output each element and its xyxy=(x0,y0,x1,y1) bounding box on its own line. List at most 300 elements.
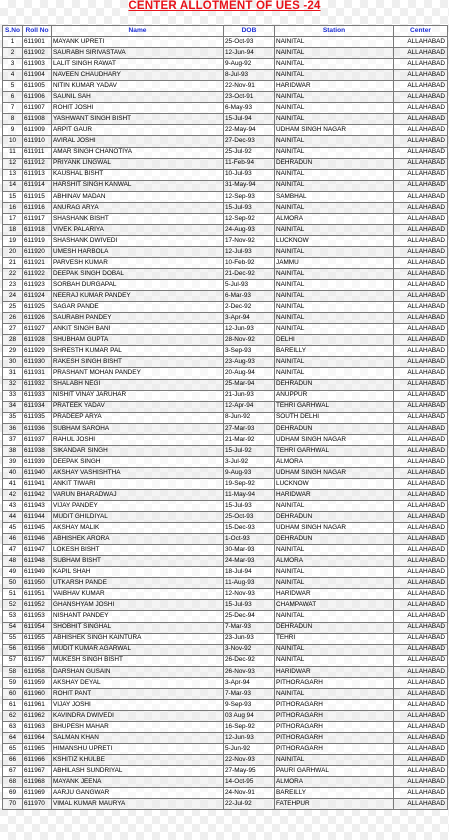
cell-sno: 8 xyxy=(3,114,23,125)
cell-dob: 25-Dec-94 xyxy=(224,611,275,622)
cell-sno: 67 xyxy=(3,766,23,777)
cell-dob: 15-Jul-93 xyxy=(224,202,275,213)
table-row xyxy=(3,335,448,346)
cell-dob: 31-May-94 xyxy=(224,180,275,191)
cell-station: UDHAM SINGH NAGAR xyxy=(275,523,394,534)
cell-name: LOKESH BISHT xyxy=(52,545,224,556)
table-row xyxy=(3,567,448,578)
cell-name: SUBHAM SAROHA xyxy=(52,423,224,434)
cell-roll-no: 611933 xyxy=(23,390,52,401)
cell-dob: 15-Jul-93 xyxy=(224,600,275,611)
cell-name: ANKIT SINGH BANI xyxy=(52,324,224,335)
cell-roll-no: 611964 xyxy=(23,733,52,744)
cell-dob: 24-Mar-93 xyxy=(224,556,275,567)
cell-roll-no: 611906 xyxy=(23,92,52,103)
cell-name: UTKARSH PANDE xyxy=(52,578,224,589)
cell-center: ALLAHABAD xyxy=(394,302,448,313)
cell-station: TEHRI GARHWAL xyxy=(275,445,394,456)
cell-name: RAKESH SINGH BISHT xyxy=(52,357,224,368)
cell-dob: 12-Jun-93 xyxy=(224,324,275,335)
cell-name: ROHIT PANT xyxy=(52,688,224,699)
cell-station: BAREILLY xyxy=(275,788,394,799)
cell-station: HARIDWAR xyxy=(275,81,394,92)
cell-name: DEEPAK SINGH DOBAL xyxy=(52,269,224,280)
cell-dob: 17-Nov-92 xyxy=(224,235,275,246)
cell-center: ALLAHABAD xyxy=(394,545,448,556)
cell-name: DEEPAK SINGH xyxy=(52,456,224,467)
cell-dob: 25-Oct-93 xyxy=(224,512,275,523)
cell-station: NAINITAL xyxy=(275,136,394,147)
cell-roll-no: 611955 xyxy=(23,633,52,644)
cell-sno: 15 xyxy=(3,191,23,202)
cell-center: ALLAHABAD xyxy=(394,556,448,567)
table-row xyxy=(3,710,448,721)
cell-station: UDHAM SINGH NAGAR xyxy=(275,125,394,136)
cell-station: ALMORA xyxy=(275,777,394,788)
cell-station: UDHAM SINGH NAGAR xyxy=(275,434,394,445)
cell-sno: 27 xyxy=(3,324,23,335)
cell-sno: 41 xyxy=(3,478,23,489)
cell-sno: 33 xyxy=(3,390,23,401)
cell-roll-no: 611945 xyxy=(23,523,52,534)
cell-station: NAINITAL xyxy=(275,688,394,699)
cell-dob: 6-May-93 xyxy=(224,103,275,114)
cell-center: ALLAHABAD xyxy=(394,37,448,48)
cell-name: AVIRAL JOSHI xyxy=(52,136,224,147)
cell-station: NAINITAL xyxy=(275,545,394,556)
cell-dob: 22-Nov-91 xyxy=(224,81,275,92)
table-row xyxy=(3,346,448,357)
cell-name: AKSHAY MALIK xyxy=(52,523,224,534)
cell-sno: 25 xyxy=(3,302,23,313)
cell-station: SOUTH DELHI xyxy=(275,412,394,423)
cell-sno: 14 xyxy=(3,180,23,191)
cell-center: ALLAHABAD xyxy=(394,169,448,180)
cell-dob: 25-Oct-93 xyxy=(224,37,275,48)
table-row xyxy=(3,545,448,556)
cell-name: VIJAY PANDEY xyxy=(52,501,224,512)
cell-name: SIKANDAR SINGH xyxy=(52,445,224,456)
cell-name: YASHWANT SINGH BISHT xyxy=(52,114,224,125)
cell-station: DELHI xyxy=(275,335,394,346)
cell-dob: 3-Apr-94 xyxy=(224,313,275,324)
cell-roll-no: 611960 xyxy=(23,688,52,699)
cell-station: NAINITAL xyxy=(275,59,394,70)
table-row xyxy=(3,523,448,534)
cell-sno: 44 xyxy=(3,512,23,523)
cell-sno: 61 xyxy=(3,699,23,710)
cell-station: NAINITAL xyxy=(275,114,394,125)
cell-sno: 55 xyxy=(3,633,23,644)
table-row xyxy=(3,456,448,467)
cell-sno: 29 xyxy=(3,346,23,357)
cell-station: ALMORA xyxy=(275,556,394,567)
cell-center: ALLAHABAD xyxy=(394,401,448,412)
cell-center: ALLAHABAD xyxy=(394,445,448,456)
cell-roll-no: 611941 xyxy=(23,478,52,489)
table-row xyxy=(3,114,448,125)
table-row xyxy=(3,147,448,158)
cell-dob: 12-Sep-93 xyxy=(224,191,275,202)
table-row xyxy=(3,257,448,268)
cell-station: NAINITAL xyxy=(275,644,394,655)
cell-station: PAURI GARHWAL xyxy=(275,766,394,777)
cell-station: NAINITAL xyxy=(275,147,394,158)
cell-roll-no: 611910 xyxy=(23,136,52,147)
cell-center: ALLAHABAD xyxy=(394,534,448,545)
cell-dob: 9-Aug-92 xyxy=(224,59,275,70)
table-row xyxy=(3,412,448,423)
cell-dob: 18-Jul-94 xyxy=(224,567,275,578)
cell-name: SAUNIL SAH xyxy=(52,92,224,103)
cell-name: HIMANSHU UPRETI xyxy=(52,744,224,755)
table-row xyxy=(3,357,448,368)
cell-roll-no: 611963 xyxy=(23,721,52,732)
cell-roll-no: 611952 xyxy=(23,600,52,611)
header-roll-no: Roll No xyxy=(23,26,52,37)
cell-station: DEHRADUN xyxy=(275,423,394,434)
table-row xyxy=(3,534,448,545)
cell-name: DARSHAN GUSAIN xyxy=(52,666,224,677)
cell-roll-no: 611966 xyxy=(23,755,52,766)
cell-sno: 16 xyxy=(3,202,23,213)
table-row xyxy=(3,556,448,567)
cell-center: ALLAHABAD xyxy=(394,688,448,699)
cell-sno: 60 xyxy=(3,688,23,699)
cell-name: ANURAG ARYA xyxy=(52,202,224,213)
cell-dob: 3-Nov-92 xyxy=(224,644,275,655)
cell-roll-no: 611929 xyxy=(23,346,52,357)
table-row xyxy=(3,48,448,59)
cell-center: ALLAHABAD xyxy=(394,755,448,766)
cell-station: NAINITAL xyxy=(275,103,394,114)
table-row xyxy=(3,169,448,180)
cell-center: ALLAHABAD xyxy=(394,48,448,59)
cell-name: AMAR SINGH CHANOTIYA xyxy=(52,147,224,158)
cell-station: NAINITAL xyxy=(275,280,394,291)
table-row xyxy=(3,699,448,710)
cell-dob: 25-Jul-92 xyxy=(224,147,275,158)
cell-dob: 14-Oct-95 xyxy=(224,777,275,788)
cell-roll-no: 611903 xyxy=(23,59,52,70)
table-row xyxy=(3,291,448,302)
cell-name: MAYANK UPRETI xyxy=(52,37,224,48)
cell-dob: 12-Jun-94 xyxy=(224,48,275,59)
cell-sno: 9 xyxy=(3,125,23,136)
cell-sno: 30 xyxy=(3,357,23,368)
cell-roll-no: 611921 xyxy=(23,257,52,268)
cell-name: AARJU GANGWAR xyxy=(52,788,224,799)
cell-name: KSHITIZ KHULBE xyxy=(52,755,224,766)
cell-name: SAGAR PANDE xyxy=(52,302,224,313)
table-row xyxy=(3,744,448,755)
cell-name: ROHIT JOSHI xyxy=(52,103,224,114)
cell-name: SORBAH DURGAPAL xyxy=(52,280,224,291)
cell-center: ALLAHABAD xyxy=(394,246,448,257)
cell-roll-no: 611946 xyxy=(23,534,52,545)
cell-roll-no: 611920 xyxy=(23,246,52,257)
table-row xyxy=(3,136,448,147)
cell-station: PITHORAGARH xyxy=(275,744,394,755)
cell-dob: 12-Jun-93 xyxy=(224,733,275,744)
cell-name: PARVESH KUMAR xyxy=(52,257,224,268)
table-body xyxy=(3,37,448,810)
cell-center: ALLAHABAD xyxy=(394,280,448,291)
cell-roll-no: 611908 xyxy=(23,114,52,125)
cell-roll-no: 611950 xyxy=(23,578,52,589)
cell-sno: 32 xyxy=(3,379,23,390)
cell-roll-no: 611957 xyxy=(23,655,52,666)
table-row xyxy=(3,622,448,633)
cell-roll-no: 611902 xyxy=(23,48,52,59)
cell-sno: 13 xyxy=(3,169,23,180)
cell-dob: 3-Jul-92 xyxy=(224,456,275,467)
cell-name: HARSHIT SINGH KANWAL xyxy=(52,180,224,191)
cell-roll-no: 611938 xyxy=(23,445,52,456)
cell-name: MUDIT GHILDIYAL xyxy=(52,512,224,523)
cell-roll-no: 611901 xyxy=(23,37,52,48)
cell-dob: 21-Dec-92 xyxy=(224,269,275,280)
cell-roll-no: 611926 xyxy=(23,313,52,324)
cell-station: BAREILLY xyxy=(275,346,394,357)
cell-center: ALLAHABAD xyxy=(394,578,448,589)
cell-roll-no: 611939 xyxy=(23,456,52,467)
cell-name: PRATEEK YADAV xyxy=(52,401,224,412)
header-station: Station xyxy=(275,26,394,37)
table-row xyxy=(3,324,448,335)
cell-center: ALLAHABAD xyxy=(394,313,448,324)
cell-name: KAPIL SHAH xyxy=(52,567,224,578)
cell-roll-no: 611925 xyxy=(23,302,52,313)
cell-sno: 56 xyxy=(3,644,23,655)
cell-roll-no: 611959 xyxy=(23,677,52,688)
table-row xyxy=(3,688,448,699)
cell-sno: 6 xyxy=(3,92,23,103)
cell-name: SUBHAM BISHT xyxy=(52,556,224,567)
cell-center: ALLAHABAD xyxy=(394,147,448,158)
cell-station: ALMORA xyxy=(275,213,394,224)
cell-name: UMESH HARBOLA xyxy=(52,246,224,257)
cell-roll-no: 611956 xyxy=(23,644,52,655)
cell-dob: 23-Aug-93 xyxy=(224,357,275,368)
cell-name: SALMAN KHAN xyxy=(52,733,224,744)
cell-dob: 5-Jul-93 xyxy=(224,280,275,291)
cell-sno: 28 xyxy=(3,335,23,346)
cell-dob: 26-Nov-93 xyxy=(224,666,275,677)
table-row xyxy=(3,799,448,810)
cell-center: ALLAHABAD xyxy=(394,666,448,677)
cell-sno: 69 xyxy=(3,788,23,799)
cell-dob: 11-Aug-93 xyxy=(224,578,275,589)
cell-dob: 12-Apr-94 xyxy=(224,401,275,412)
cell-roll-no: 611922 xyxy=(23,269,52,280)
cell-center: ALLAHABAD xyxy=(394,456,448,467)
table-row xyxy=(3,313,448,324)
cell-dob: 23-Oct-91 xyxy=(224,92,275,103)
cell-sno: 39 xyxy=(3,456,23,467)
cell-center: ALLAHABAD xyxy=(394,379,448,390)
table-row xyxy=(3,467,448,478)
cell-dob: 21-Mar-92 xyxy=(224,434,275,445)
cell-sno: 17 xyxy=(3,213,23,224)
cell-dob: 15-Dec-93 xyxy=(224,523,275,534)
cell-sno: 53 xyxy=(3,611,23,622)
cell-dob: 23-Jun-93 xyxy=(224,633,275,644)
cell-dob: 10-Feb-92 xyxy=(224,257,275,268)
cell-center: ALLAHABAD xyxy=(394,611,448,622)
cell-roll-no: 611916 xyxy=(23,202,52,213)
cell-name: MAYANK JEENA xyxy=(52,777,224,788)
cell-center: ALLAHABAD xyxy=(394,512,448,523)
cell-roll-no: 611949 xyxy=(23,567,52,578)
cell-sno: 7 xyxy=(3,103,23,114)
cell-sno: 47 xyxy=(3,545,23,556)
cell-sno: 2 xyxy=(3,48,23,59)
cell-center: ALLAHABAD xyxy=(394,633,448,644)
cell-roll-no: 611934 xyxy=(23,401,52,412)
cell-station: ALMORA xyxy=(275,456,394,467)
cell-center: ALLAHABAD xyxy=(394,357,448,368)
table-row xyxy=(3,379,448,390)
cell-dob: 22-Nov-93 xyxy=(224,755,275,766)
cell-dob: 28-Nov-92 xyxy=(224,335,275,346)
cell-station: NAINITAL xyxy=(275,655,394,666)
cell-sno: 68 xyxy=(3,777,23,788)
cell-roll-no: 611958 xyxy=(23,666,52,677)
cell-name: PRADEEP ARYA xyxy=(52,412,224,423)
cell-roll-no: 611912 xyxy=(23,158,52,169)
cell-center: ALLAHABAD xyxy=(394,766,448,777)
cell-dob: 26-Dec-92 xyxy=(224,655,275,666)
cell-roll-no: 611940 xyxy=(23,467,52,478)
cell-roll-no: 611917 xyxy=(23,213,52,224)
cell-name: VARUN BHARADWAJ xyxy=(52,489,224,500)
cell-center: ALLAHABAD xyxy=(394,191,448,202)
cell-name: SHRESTH KUMAR PAL xyxy=(52,346,224,357)
cell-roll-no: 611970 xyxy=(23,799,52,810)
cell-station: NAINITAL xyxy=(275,567,394,578)
cell-center: ALLAHABAD xyxy=(394,423,448,434)
cell-station: CHAMPAWAT xyxy=(275,600,394,611)
cell-dob: 22-Jul-92 xyxy=(224,799,275,810)
cell-center: ALLAHABAD xyxy=(394,81,448,92)
cell-center: ALLAHABAD xyxy=(394,368,448,379)
cell-center: ALLAHABAD xyxy=(394,600,448,611)
cell-station: TEHRI GARHWAL xyxy=(275,401,394,412)
cell-dob: 16-Sep-92 xyxy=(224,721,275,732)
cell-name: KAUSHAL BISHT xyxy=(52,169,224,180)
table-row xyxy=(3,302,448,313)
cell-dob: 11-Feb-94 xyxy=(224,158,275,169)
cell-center: ALLAHABAD xyxy=(394,501,448,512)
cell-center: ALLAHABAD xyxy=(394,125,448,136)
table-row xyxy=(3,269,448,280)
cell-sno: 12 xyxy=(3,158,23,169)
header-center: Center xyxy=(394,26,448,37)
cell-center: ALLAHABAD xyxy=(394,390,448,401)
header-row xyxy=(3,26,448,37)
cell-dob: 24-Aug-93 xyxy=(224,224,275,235)
cell-name: RAHUL JOSHI xyxy=(52,434,224,445)
cell-center: ALLAHABAD xyxy=(394,434,448,445)
cell-roll-no: 611936 xyxy=(23,423,52,434)
cell-dob: 7-Mar-93 xyxy=(224,688,275,699)
table-row xyxy=(3,434,448,445)
table-row xyxy=(3,666,448,677)
cell-sno: 18 xyxy=(3,224,23,235)
cell-name: AKSHAY DEYAL xyxy=(52,677,224,688)
cell-center: ALLAHABAD xyxy=(394,799,448,810)
cell-dob: 20-Aug-94 xyxy=(224,368,275,379)
cell-sno: 63 xyxy=(3,721,23,732)
cell-dob: 8-Jul-93 xyxy=(224,70,275,81)
cell-center: ALLAHABAD xyxy=(394,567,448,578)
cell-sno: 1 xyxy=(3,37,23,48)
cell-center: ALLAHABAD xyxy=(394,324,448,335)
cell-dob: 5-Jun-92 xyxy=(224,744,275,755)
table-row xyxy=(3,721,448,732)
cell-sno: 51 xyxy=(3,589,23,600)
cell-roll-no: 611911 xyxy=(23,147,52,158)
cell-station: FATEHPUR xyxy=(275,799,394,810)
cell-station: NAINITAL xyxy=(275,37,394,48)
cell-dob: 27-Mar-93 xyxy=(224,423,275,434)
cell-roll-no: 611965 xyxy=(23,744,52,755)
cell-center: ALLAHABAD xyxy=(394,733,448,744)
cell-sno: 34 xyxy=(3,401,23,412)
cell-dob: 6-Mar-93 xyxy=(224,291,275,302)
cell-name: SAURABH PANDEY xyxy=(52,313,224,324)
table-row xyxy=(3,423,448,434)
cell-sno: 19 xyxy=(3,235,23,246)
table-row xyxy=(3,788,448,799)
cell-station: HARIDWAR xyxy=(275,666,394,677)
cell-sno: 45 xyxy=(3,523,23,534)
cell-station: DEHRADUN xyxy=(275,622,394,633)
page-title: CENTER ALLOTMENT OF UES -24 xyxy=(128,0,321,12)
cell-roll-no: 611915 xyxy=(23,191,52,202)
cell-name: MUKESH SINGH BISHT xyxy=(52,655,224,666)
cell-dob: 22-May-94 xyxy=(224,125,275,136)
table-row xyxy=(3,390,448,401)
cell-center: ALLAHABAD xyxy=(394,257,448,268)
table-row xyxy=(3,644,448,655)
table-row xyxy=(3,733,448,744)
cell-roll-no: 611918 xyxy=(23,224,52,235)
cell-station: DEHRADUN xyxy=(275,158,394,169)
cell-station: NAINITAL xyxy=(275,578,394,589)
cell-roll-no: 611923 xyxy=(23,280,52,291)
cell-roll-no: 611932 xyxy=(23,379,52,390)
cell-sno: 40 xyxy=(3,467,23,478)
table-row xyxy=(3,246,448,257)
table-row xyxy=(3,368,448,379)
cell-station: NAINITAL xyxy=(275,180,394,191)
cell-sno: 58 xyxy=(3,666,23,677)
cell-dob: 9-Sep-93 xyxy=(224,699,275,710)
cell-name: SAURABH SIRIVASTAVA xyxy=(52,48,224,59)
cell-name: SHOBHIT SINGHAL xyxy=(52,622,224,633)
cell-station: PITHORAGARH xyxy=(275,699,394,710)
cell-station: NAINITAL xyxy=(275,313,394,324)
cell-name: VIJAY JOSHI xyxy=(52,699,224,710)
cell-dob: 30-Mar-93 xyxy=(224,545,275,556)
cell-center: ALLAHABAD xyxy=(394,202,448,213)
cell-roll-no: 611927 xyxy=(23,324,52,335)
cell-dob: 10-Jul-93 xyxy=(224,169,275,180)
cell-station: NAINITAL xyxy=(275,202,394,213)
table-row xyxy=(3,777,448,788)
